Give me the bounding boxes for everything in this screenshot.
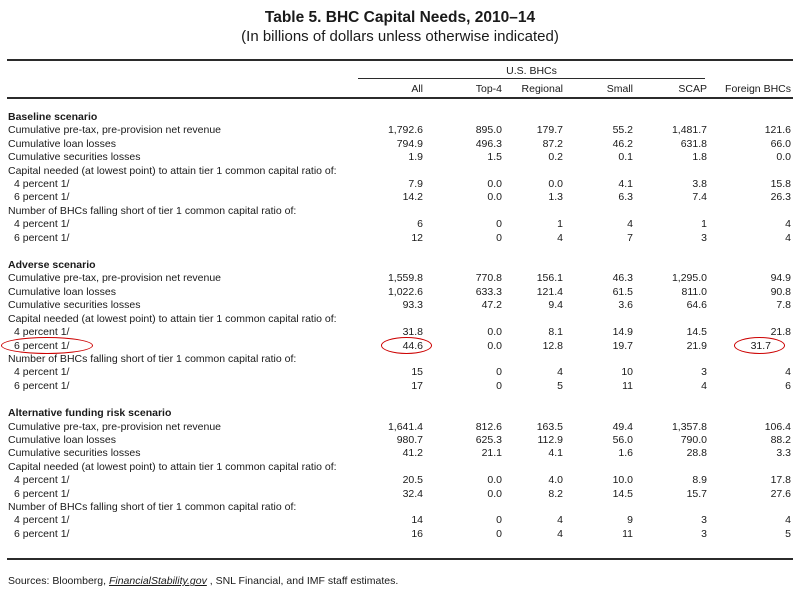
cell-value: 770.8 <box>475 272 502 285</box>
table-row <box>7 474 793 487</box>
cell-value: 11 <box>622 527 633 540</box>
cell-value: 121.6 <box>764 124 791 137</box>
table-row <box>7 286 793 299</box>
cell-value: 1,641.4 <box>387 420 423 433</box>
cell-value: 46.2 <box>612 137 633 150</box>
column-header-all: All <box>411 83 423 95</box>
table-header <box>7 61 793 97</box>
cell-value: 112.9 <box>537 433 563 446</box>
cell-value: 179.7 <box>536 124 563 137</box>
cell-value: 21.1 <box>481 447 502 460</box>
cell-value: 4 <box>557 527 563 540</box>
cell-value: 0 <box>496 218 502 231</box>
cell-value: 1,559.8 <box>387 272 423 285</box>
row-label: Cumulative pre-tax, pre-provision net revenue <box>8 124 222 137</box>
row-label: Cumulative loan losses <box>8 137 116 150</box>
cell-value: 1.3 <box>548 191 563 204</box>
cell-value: 1,792.6 <box>387 124 423 137</box>
row-label: 4 percent 1/ <box>14 218 70 231</box>
cell-value: 15.8 <box>770 178 791 191</box>
cell-value: 14.2 <box>402 191 423 204</box>
cell-value: 49.4 <box>612 420 633 433</box>
cell-value: 14.5 <box>612 487 633 500</box>
cell-value: 9 <box>627 514 633 527</box>
cell-value: 55.2 <box>612 124 633 137</box>
cell-value: 3 <box>701 231 707 244</box>
cell-value: 66.0 <box>770 137 791 150</box>
row-label: Cumulative securities losses <box>8 447 141 460</box>
cell-value: 31.8 <box>402 326 423 339</box>
cell-value: 4.1 <box>548 447 563 460</box>
cell-value: 812.6 <box>475 420 502 433</box>
table-body <box>7 99 793 541</box>
cell-value: 61.5 <box>612 285 633 298</box>
row-label: 4 percent 1/ <box>14 178 70 191</box>
row-label: 4 percent 1/ <box>14 326 70 339</box>
column-header-top4: Top-4 <box>475 83 502 95</box>
cell-value: 633.3 <box>475 285 502 298</box>
table-row <box>7 340 793 353</box>
cell-value: 0.0 <box>487 191 502 204</box>
table-row <box>7 205 793 218</box>
cell-value: 0.2 <box>548 151 563 164</box>
cell-value: 15.7 <box>686 487 707 500</box>
row-label: 4 percent 1/ <box>14 474 70 487</box>
row-label: 6 percent 1/ <box>14 191 70 204</box>
cell-value: 16 <box>411 527 423 540</box>
cell-value: 121.4 <box>536 285 563 298</box>
cell-value: 21.9 <box>686 339 707 352</box>
section-header-row <box>7 259 793 272</box>
cell-value: 1,022.6 <box>387 285 423 298</box>
cell-value: 10 <box>621 366 633 379</box>
cell-value: 1.9 <box>408 151 423 164</box>
cell-value: 895.0 <box>475 124 502 137</box>
cell-value: 88.2 <box>770 433 791 446</box>
table-row <box>7 299 793 312</box>
page-subtitle: (In billions of dollars unless otherwise indicated) <box>241 28 559 45</box>
cell-value: 17.8 <box>770 474 791 487</box>
cell-value: 0.0 <box>776 151 791 164</box>
section-header-row <box>7 111 793 124</box>
row-label: Cumulative securities losses <box>8 299 141 312</box>
cell-value: 31.7 <box>750 339 771 352</box>
cell-value: 90.8 <box>770 285 791 298</box>
cell-value: 3.6 <box>618 299 633 312</box>
cell-value: 6.3 <box>618 191 633 204</box>
cell-value: 41.2 <box>402 447 423 460</box>
cell-value: 0 <box>496 231 502 244</box>
cell-value: 625.3 <box>475 433 502 446</box>
cell-value: 8.1 <box>548 326 563 339</box>
cell-value: 1 <box>701 218 707 231</box>
cell-value: 790.0 <box>680 433 707 446</box>
cell-value: 3 <box>701 366 707 379</box>
page-title: Table 5. BHC Capital Needs, 2010–14 <box>264 9 536 26</box>
table-row <box>7 272 793 285</box>
capital-needs-table <box>7 59 793 560</box>
cell-value: 6 <box>785 379 791 392</box>
cell-value: 1.5 <box>487 151 502 164</box>
table-row <box>7 124 793 137</box>
row-label: Cumulative pre-tax, pre-provision net revenue <box>8 272 222 285</box>
cell-value: 4 <box>557 231 563 244</box>
cell-value: 4 <box>557 366 563 379</box>
sources-prefix: Sources: Bloomberg, <box>8 575 109 588</box>
cell-value: 4 <box>785 366 791 379</box>
section-header-label: Baseline scenario <box>8 111 98 123</box>
cell-value: 28.8 <box>686 447 707 460</box>
cell-value: 64.6 <box>686 299 707 312</box>
cell-value: 44.6 <box>402 339 423 352</box>
cell-value: 0.1 <box>618 151 633 164</box>
table-row <box>7 151 793 164</box>
table-row <box>7 165 793 178</box>
cell-value: 6 <box>417 218 423 231</box>
cell-value: 1 <box>557 218 563 231</box>
row-label: 6 percent 1/ <box>14 339 70 352</box>
cell-value: 21.8 <box>770 326 791 339</box>
cell-value: 4 <box>785 218 791 231</box>
table-row <box>7 380 793 393</box>
cell-value: 3 <box>701 527 707 540</box>
cell-value: 1.6 <box>618 447 633 460</box>
table-row <box>7 528 793 541</box>
section-header-row <box>7 407 793 420</box>
table-row <box>7 191 793 204</box>
cell-value: 11 <box>622 379 633 392</box>
cell-value: 14.5 <box>686 326 707 339</box>
cell-value: 27.6 <box>770 487 791 500</box>
cell-value: 20.5 <box>402 474 423 487</box>
cell-value: 7 <box>627 231 633 244</box>
row-label: Cumulative loan losses <box>8 285 116 298</box>
financialstability-link[interactable]: FinancialStability.gov <box>108 575 207 588</box>
cell-value: 0.0 <box>487 178 502 191</box>
cell-value: 4 <box>785 514 791 527</box>
row-label: 4 percent 1/ <box>14 366 70 379</box>
table-row <box>7 447 793 460</box>
cell-value: 106.4 <box>764 420 791 433</box>
cell-value: 4 <box>701 379 707 392</box>
cell-value: 46.3 <box>612 272 633 285</box>
row-label: 6 percent 1/ <box>14 527 70 540</box>
cell-value: 8.2 <box>548 487 563 500</box>
cell-value: 94.9 <box>770 272 791 285</box>
cell-value: 32.4 <box>402 487 423 500</box>
cell-value: 12 <box>411 231 423 244</box>
cell-value: 9.4 <box>548 299 563 312</box>
row-label: Cumulative pre-tax, pre-provision net revenue <box>8 420 222 433</box>
column-header-foreign: Foreign BHCs <box>725 83 791 95</box>
cell-value: 4.1 <box>618 178 633 191</box>
cell-value: 1,357.8 <box>671 420 707 433</box>
row-label: Capital needed (at lowest point) to attain tier 1 common capital ratio of: <box>8 164 337 177</box>
row-label: Number of BHCs falling short of tier 1 common capital ratio of: <box>8 204 297 217</box>
cell-value: 0 <box>496 379 502 392</box>
row-label: Capital needed (at lowest point) to attain tier 1 common capital ratio of: <box>8 312 337 325</box>
column-header-small: Small <box>606 83 633 95</box>
cell-value: 7.9 <box>408 178 423 191</box>
cell-value: 794.9 <box>396 137 423 150</box>
cell-value: 1,295.0 <box>671 272 707 285</box>
table-row <box>7 421 793 434</box>
bottom-rule <box>7 558 793 560</box>
cell-value: 14.9 <box>612 326 633 339</box>
cell-value: 56.0 <box>612 433 633 446</box>
cell-value: 0.0 <box>487 339 502 352</box>
cell-value: 0.0 <box>487 326 502 339</box>
cell-value: 4 <box>785 231 791 244</box>
sources-suffix: , SNL Financial, and IMF staff estimates. <box>206 575 399 588</box>
row-label: 6 percent 1/ <box>14 379 70 392</box>
row-label: Number of BHCs falling short of tier 1 common capital ratio of: <box>8 352 297 365</box>
cell-value: 0 <box>496 366 502 379</box>
section-header-label: Alternative funding risk scenario <box>8 407 172 420</box>
cell-value: 7.8 <box>776 299 791 312</box>
cell-value: 19.7 <box>612 339 633 352</box>
column-group-header: U.S. BHCs <box>358 65 705 79</box>
table-row <box>7 514 793 527</box>
table-row <box>7 501 793 514</box>
cell-value: 163.5 <box>536 420 563 433</box>
cell-value: 0 <box>496 514 502 527</box>
cell-value: 93.3 <box>402 299 423 312</box>
table-row <box>7 366 793 379</box>
cell-value: 15 <box>411 366 423 379</box>
cell-value: 4.0 <box>548 474 563 487</box>
cell-value: 496.3 <box>475 137 502 150</box>
cell-value: 631.8 <box>680 137 707 150</box>
cell-value: 17 <box>411 379 423 392</box>
table-row <box>7 232 793 245</box>
table-row <box>7 218 793 231</box>
cell-value: 7.4 <box>692 191 707 204</box>
cell-value: 0.0 <box>548 178 563 191</box>
row-label: 6 percent 1/ <box>14 487 70 500</box>
cell-value: 3 <box>701 514 707 527</box>
cell-value: 0.0 <box>487 487 502 500</box>
cell-value: 1.8 <box>692 151 707 164</box>
cell-value: 4 <box>627 218 633 231</box>
cell-value: 156.1 <box>536 272 563 285</box>
cell-value: 5 <box>785 527 791 540</box>
cell-value: 26.3 <box>770 191 791 204</box>
cell-value: 12.8 <box>542 339 563 352</box>
column-header-row <box>7 83 793 95</box>
cell-value: 5 <box>557 379 563 392</box>
row-label: 4 percent 1/ <box>14 514 70 527</box>
row-label: Cumulative securities losses <box>8 151 141 164</box>
cell-value: 3.8 <box>692 178 707 191</box>
cell-value: 14 <box>411 514 423 527</box>
table-row <box>7 353 793 366</box>
cell-value: 8.9 <box>692 474 707 487</box>
row-label: Cumulative loan losses <box>8 433 116 446</box>
cell-value: 980.7 <box>396 433 423 446</box>
column-header-scap: SCAP <box>678 83 707 95</box>
table-row <box>7 313 793 326</box>
row-label: 6 percent 1/ <box>14 231 70 244</box>
cell-value: 0 <box>496 527 502 540</box>
cell-value: 811.0 <box>681 285 707 298</box>
section-header-label: Adverse scenario <box>8 259 96 272</box>
column-header-regional: Regional <box>521 83 563 95</box>
row-label: Number of BHCs falling short of tier 1 common capital ratio of: <box>8 500 297 513</box>
cell-value: 3.3 <box>776 447 791 460</box>
row-label: Capital needed (at lowest point) to attain tier 1 common capital ratio of: <box>8 460 337 473</box>
cell-value: 10.0 <box>612 474 633 487</box>
cell-value: 0.0 <box>487 474 502 487</box>
cell-value: 47.2 <box>481 299 502 312</box>
table-row <box>7 434 793 447</box>
cell-value: 4 <box>557 514 563 527</box>
table-row <box>7 138 793 151</box>
cell-value: 87.2 <box>542 137 563 150</box>
table-row <box>7 488 793 501</box>
table-row <box>7 178 793 191</box>
table-row <box>7 326 793 339</box>
table-row <box>7 461 793 474</box>
cell-value: 1,481.7 <box>671 124 707 137</box>
sources-note <box>7 575 793 587</box>
